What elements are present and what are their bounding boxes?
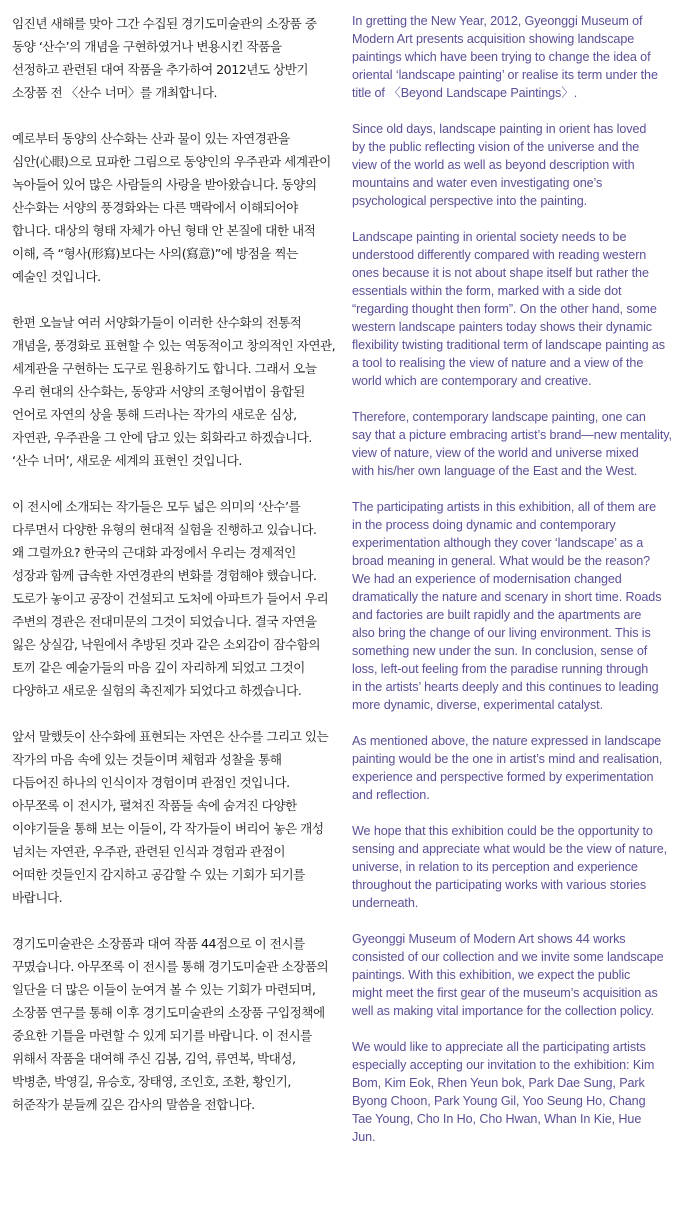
text-line: 우리 현대의 산수화는, 동양과 서양의 조형어법이 융합된 [12, 384, 305, 399]
korean-paragraph [12, 725, 332, 909]
english-paragraph [352, 408, 672, 480]
text-line: consisted of our collection and we invite some landscape [352, 950, 664, 964]
text-line: 한편 오늘날 여러 서양화가들이 이러한 산수화의 전통적 [12, 315, 302, 330]
english-paragraph [352, 930, 668, 1020]
english-paragraph [352, 228, 668, 390]
text-line: 소장품 전 〈산수 너머〉를 개최합니다. [12, 85, 218, 100]
text-line: in the artists’ hearts deeply and this continues to leading [352, 680, 659, 694]
text-line: 산수화는 서양의 풍경화와는 다른 맥락에서 이해되어야 [12, 200, 298, 215]
text-line: flexibility twisting traditional term of landscape painting as [352, 338, 666, 352]
text-line: ones because it is not about shape itself but rather the [352, 266, 649, 280]
text-line: view of nature, view of the world and universe mixed [352, 446, 639, 460]
text-line: 일단을 더 많은 이들이 눈여겨 볼 수 있는 기회가 마련되며, [12, 982, 316, 997]
text-line: essentials within the form, marked with a side dot [352, 284, 622, 298]
english-paragraph [352, 822, 668, 912]
text-line: 박병춘, 박영길, 유승호, 장태영, 조인호, 조환, 황인기, [12, 1074, 291, 1089]
text-line: As mentioned above, the nature expressed in landscape [352, 734, 662, 748]
english-paragraph [352, 498, 668, 714]
text-line: understood differently compared with reading western [352, 248, 647, 262]
text-line: mountains and water even investigating one’s [352, 176, 603, 190]
text-line: 이야기들을 통해 보는 이들이, 각 작가들이 벼리어 놓은 개성 [12, 821, 324, 836]
english-paragraph [352, 12, 668, 102]
text-line: well as making vital importance for the collection policy. [352, 1004, 654, 1018]
text-line: and reflection. [352, 788, 430, 802]
text-line: and factories are built rapidly and the apartments are [352, 608, 642, 622]
text-line: dramatically the nature and scenary in short time. Roads [352, 590, 662, 604]
english-paragraph [352, 1038, 668, 1146]
text-line: 언어로 자연의 상을 통해 드러나는 작가의 새로운 심상, [12, 407, 297, 422]
text-line: We had an experience of modernisation changed [352, 572, 622, 586]
text-line: 다루면서 다양한 유형의 현대적 실험을 진행하고 있습니다. [12, 522, 317, 537]
korean-paragraph [12, 12, 332, 104]
text-line: experimentation although they cover ‘landscape’ as a [352, 536, 644, 550]
text-line: underneath. [352, 896, 419, 910]
text-line: 심안(心眼)으로 묘파한 그림으로 동양인의 우주관과 세계관이 [12, 154, 331, 169]
text-line: might meet the first gear of the museum’s acquisition as [352, 986, 658, 1000]
text-line: 예로부터 동양의 산수화는 산과 물이 있는 자연경관을 [12, 131, 290, 146]
text-line: Landscape painting in oriental society needs to be [352, 230, 627, 244]
text-line: 세계관을 구현하는 도구로 원용하기도 합니다. 그래서 오늘 [12, 361, 317, 376]
text-line: by the public reflecting vision of the universe and the [352, 140, 640, 154]
text-line: Since old days, landscape painting in orient has loved [352, 122, 647, 136]
text-line: 중요한 기틀을 마련할 수 있게 되기를 바랍니다. 이 전시를 [12, 1028, 312, 1043]
text-line: 왜 그럴까요? 한국의 근대화 과정에서 우리는 경제적인 [12, 545, 296, 560]
text-line: 동양 ‘산수’의 개념을 구현하였거나 변용시킨 작품을 [12, 39, 282, 54]
korean-paragraph [12, 127, 332, 288]
text-line: more dynamic, diverse, experimental catalyst. [352, 698, 603, 712]
text-line: 도로가 놓이고 공장이 건설되고 도처에 아파트가 들어서 우리 [12, 591, 329, 606]
text-line: 녹아들어 있어 많은 사람들의 사랑을 받아왔습니다. 동양의 [12, 177, 317, 192]
text-line: sensing and appreciate what would be the view of nature, [352, 842, 668, 856]
text-line: 토끼 같은 예술가들의 마음 깊이 자리하게 되었고 그것이 [12, 660, 305, 675]
text-line: 잃은 상실감, 낙원에서 추방된 것과 같은 소외감이 잠수함의 [12, 637, 320, 652]
text-line: something new under the sun. In conclusion, sense of [352, 644, 648, 658]
text-line: Gyeonggi Museum of Modern Art shows 44 works [352, 932, 626, 946]
text-line: 합니다. 대상의 형태 자체가 아닌 형태 안 본질에 대한 내적 [12, 223, 316, 238]
text-line: western landscape painters today shows their dynamic [352, 320, 653, 334]
text-line: experience and perspective formed by experimentation [352, 770, 654, 784]
text-line: paintings. With this exhibition, we expect the public [352, 968, 631, 982]
text-line: 앞서 말했듯이 산수화에 표현되는 자연은 산수를 그리고 있는 [12, 729, 329, 744]
text-line: Jun. [352, 1130, 376, 1144]
text-line: 위해서 작품을 대여해 주신 김봄, 김억, 류연복, 박대성, [12, 1051, 296, 1066]
text-line: 선정하고 관련된 대여 작품을 추가하여 2012년도 상반기 [12, 62, 309, 77]
text-line: world which are contemporary and creative. [352, 374, 592, 388]
text-line: painting would be the one in artist’s mind and realisation, [352, 752, 663, 766]
text-line: 아무쪼록 이 전시가, 펼쳐진 작품들 속에 숨겨진 다양한 [12, 798, 297, 813]
text-line: Byong Choon, Park Young Gil, Yoo Seung Ho, Chang [352, 1094, 646, 1108]
text-line: view of the world as well as beyond description with [352, 158, 635, 172]
text-line: broad meaning in general. What would be the reason? [352, 554, 651, 568]
text-line: The participating artists in this exhibition, all of them are [352, 500, 656, 514]
text-line: a tool to realising the view of nature and a view of the [352, 356, 644, 370]
text-line: in the process doing dynamic and contemporary [352, 518, 616, 532]
text-line: 소장품 연구를 통해 이후 경기도미술관의 소장품 구입정책에 [12, 1005, 325, 1020]
text-line: say that a picture embracing artist’s brand—new mentality, [352, 428, 672, 442]
text-line: 자연관, 우주관을 그 안에 담고 있는 회화라고 하겠습니다. [12, 430, 312, 445]
text-line: 넘치는 자연관, 우주관, 관련된 인식과 경험과 관점이 [12, 844, 286, 859]
text-line: 개념을, 풍경화로 표현할 수 있는 역동적이고 창의적인 자연관, [12, 338, 336, 353]
text-line: 이해, 즉 “형사(形寫)보다는 사의(寫意)”에 방점을 찍는 [12, 246, 298, 261]
text-line: ‘산수 너머’, 새로운 세계의 표현인 것입니다. [12, 453, 242, 468]
korean-paragraph [12, 932, 332, 1116]
text-line: 이 전시에 소개되는 작가들은 모두 넓은 의미의 ‘산수’를 [12, 499, 301, 514]
text-line: Therefore, contemporary landscape painting, one can [352, 410, 646, 424]
text-line: We hope that this exhibition could be the opportunity to [352, 824, 653, 838]
text-line: Bom, Kim Eok, Rhen Yeun bok, Park Dae Sung, Park [352, 1076, 645, 1090]
text-line: In gretting the New Year, 2012, Gyeonggi Museum of [352, 14, 643, 28]
text-line: Modern Art presents acquisition showing landscape [352, 32, 635, 46]
text-line: Tae Young, Cho In Ho, Cho Hwan, Whan In Kie, Hue [352, 1112, 642, 1126]
text-line: universe, in relation to its perception and experience [352, 860, 638, 874]
english-text-column [352, 12, 672, 1164]
english-paragraph [352, 120, 668, 210]
text-line: with his/her own language of the East and the West. [352, 464, 638, 478]
text-line: 예술인 것입니다. [12, 269, 101, 284]
text-line: title of 〈Beyond Landscape Paintings〉. [352, 86, 578, 100]
text-line: 허준작가 분들께 깊은 감사의 말씀을 전합니다. [12, 1097, 255, 1112]
text-line: 바랍니다. [12, 890, 63, 905]
korean-text-column [12, 12, 336, 1139]
text-line: throughout the participating works with various stories [352, 878, 647, 892]
text-line: 임진년 새해를 맞아 그간 수집된 경기도미술관의 소장품 중 [12, 16, 317, 31]
text-line: 주변의 경관은 전대미문의 그것이 되었습니다. 결국 자연을 [12, 614, 317, 629]
text-line: especially accepting our invitation to the exhibition: Kim [352, 1058, 655, 1072]
text-line: oriental ‘landscape painting’ or realise its term under the [352, 68, 658, 82]
text-line: 성장과 함께 급속한 자연경관의 변화를 경험해야 했습니다. [12, 568, 317, 583]
text-line: paintings which have been trying to change the idea of [352, 50, 651, 64]
korean-paragraph [12, 311, 336, 472]
text-line: 어떠한 것들인지 감지하고 공감할 수 있는 기회가 되기를 [12, 867, 305, 882]
text-line: “regarding thought then form”. On the other hand, some [352, 302, 657, 316]
text-line: 꾸몄습니다. 아무쪼록 이 전시를 통해 경기도미술관 소장품의 [12, 959, 329, 974]
text-line: psychological perspective into the painting. [352, 194, 588, 208]
english-paragraph [352, 732, 668, 804]
korean-paragraph [12, 495, 332, 702]
text-line: 다양하고 새로운 실험의 촉진제가 되었다고 하겠습니다. [12, 683, 302, 698]
text-line: loss, left-out feeling from the paradise running through [352, 662, 649, 676]
text-line: 다듬어진 하나의 인식이자 경험이며 관점인 것입니다. [12, 775, 290, 790]
text-line: 작가의 마음 속에 있는 것들이며 체험과 성찰을 통해 [12, 752, 282, 767]
text-line: We would like to appreciate all the participating artists [352, 1040, 646, 1054]
text-line: 경기도미술관은 소장품과 대여 작품 44점으로 이 전시를 [12, 936, 305, 951]
text-line: also bring the change of our living environment. This is [352, 626, 651, 640]
